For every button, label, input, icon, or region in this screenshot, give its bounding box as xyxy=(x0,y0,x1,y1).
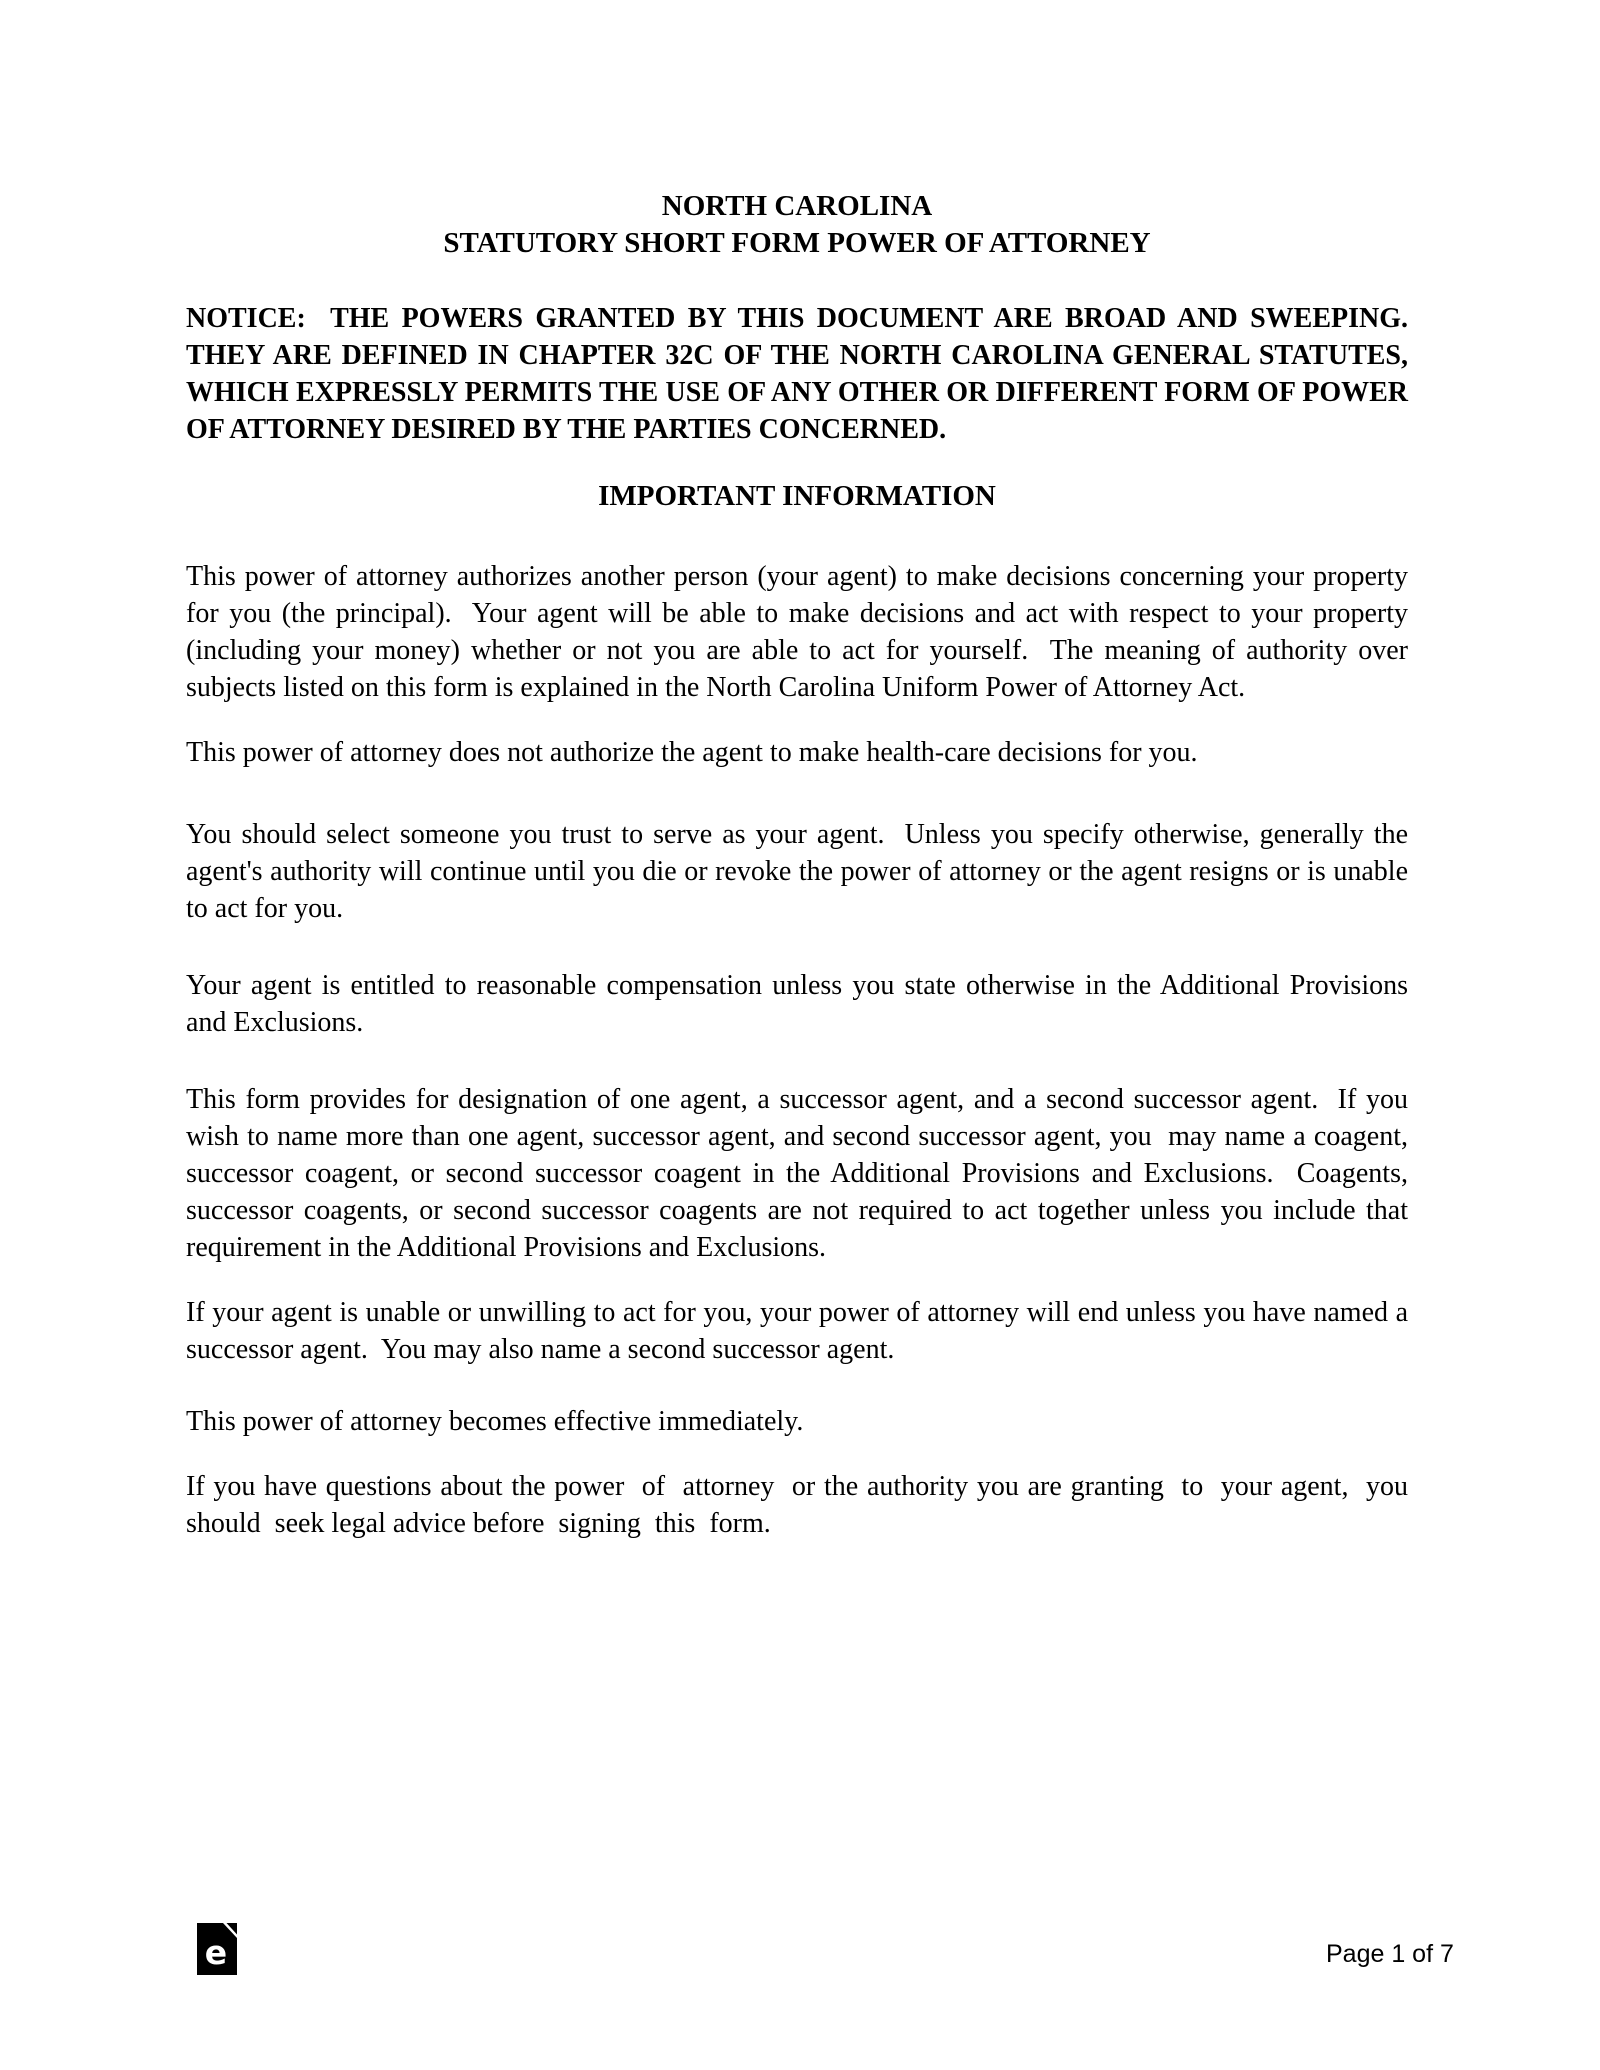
body-paragraph: If you have questions about the power of attorney or the authority you are granting to your agent, you should seek legal advice before signing this form. xyxy=(186,1471,1415,1539)
body-paragraph: This power of attorney does not authorize the agent to make health-care decisions for you. xyxy=(186,737,1198,768)
body-paragraph: Your agent is entitled to reasonable compensation unless you state otherwise in the Additional Provisions and Exclusions. xyxy=(186,970,1415,1038)
body-paragraph: This form provides for designation of one agent, a successor agent, and a second successor agent. If you wish to name more than one agent, successor agent, and second successor agent, you may name a coagent, successor coagent, or second successor coagent in the Additional Provisions and Exclusions. Coagents, successor coagents, or second successor coagents are not required to act together unless you include that requirement in the Additional Provisions and Exclusions. xyxy=(186,1084,1415,1263)
title-line-2: STATUTORY SHORT FORM POWER OF ATTORNEY xyxy=(443,227,1151,259)
title-line-1: NORTH CAROLINA xyxy=(661,190,933,222)
body-paragraph: This power of attorney authorizes another person (your agent) to make decisions concerning your property for you (the principal). Your agent will be able to make decisions and act with respect to your property (including your money) whether or not you are able to act for yourself. The meaning of authority over subjects listed on this form is explained in the North Carolina Uniform Power of Attorney Act. xyxy=(186,561,1415,703)
body-paragraph: You should select someone you trust to serve as your agent. Unless you specify otherwise, generally the agent's authority will continue until you die or revoke the power of attorney or the agent resigns or is unable to act for you. xyxy=(186,819,1415,924)
page-number: Page 1 of 7 xyxy=(1326,1940,1454,1968)
section-heading: IMPORTANT INFORMATION xyxy=(598,480,996,512)
body-paragraph: This power of attorney becomes effective immediately. xyxy=(186,1406,804,1437)
eforms-logo-icon xyxy=(197,1923,237,1975)
notice-paragraph: NOTICE: THE POWERS GRANTED BY THIS DOCUMENT ARE BROAD AND SWEEPING. THEY ARE DEFINED IN CHAPTER 32C OF THE NORTH CAROLINA GENERAL STATUTES, WHICH EXPRESSLY PERMITS THE USE OF ANY OTHER OR DIFFERENT FORM OF POWER OF ATTORNEY DESIRED BY THE PARTIES CONCERNED. xyxy=(186,303,1422,445)
body-paragraph: If your agent is unable or unwilling to act for you, your power of attorney will end unless you have named a successor agent. You may also name a second successor agent. xyxy=(186,1297,1415,1365)
logo-letter: e xyxy=(204,1933,228,1972)
document-title xyxy=(186,188,1408,262)
